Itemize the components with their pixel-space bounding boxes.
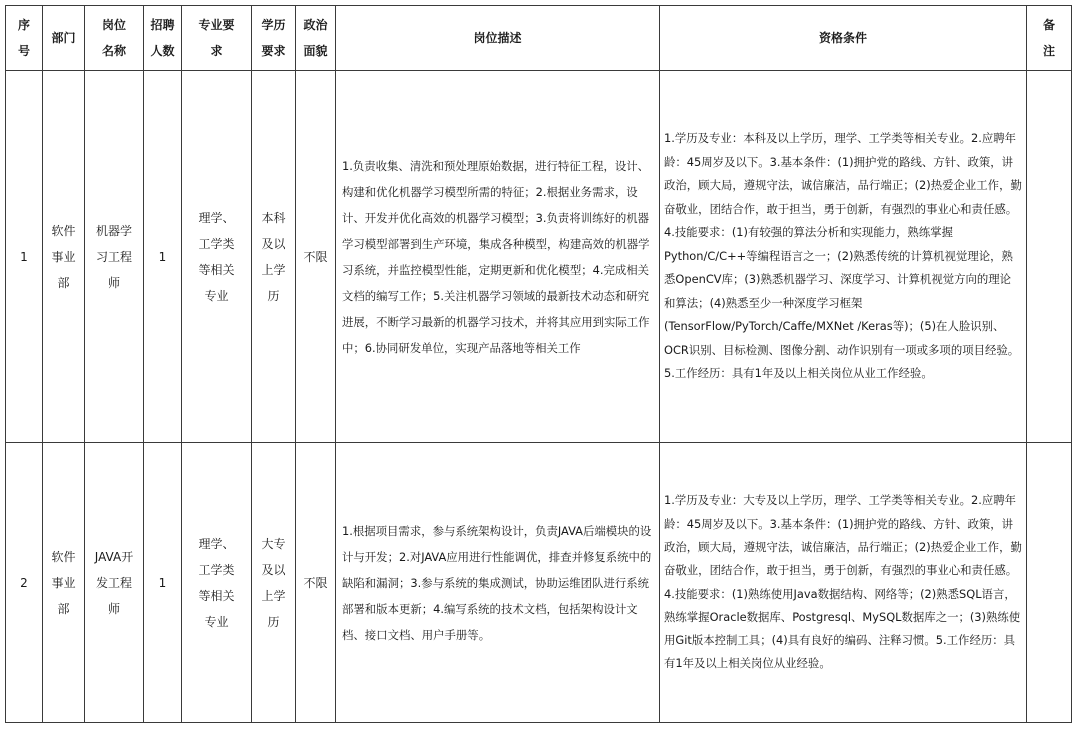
cell-description: 1.负责收集、清洗和预处理原始数据，进行特征工程，设计、构建和优化机器学习模型所需的特征；2.根据业务需求，设计、开发并优化高效的机器学习模型；3.负责将训练好的机器学习模型部署到生产环境，集成各种模型，构建高效的机器学习系统，并监控模型性能，定期更新和优化模型；4.完成相关文档的编写工作；5.关注机器学习领域的最新技术动态和研究进展，不断学习最新的机器学习技术，并将其应用到实际工作中；6.协同研发单位，实现产品落地等相关工作 — [336, 71, 660, 443]
header-desc: 岗位描述 — [336, 6, 660, 71]
cell-seq: 2 — [6, 443, 43, 723]
table-row — [6, 71, 1072, 443]
header-dept: 部门 — [43, 6, 85, 71]
cell-note — [1027, 443, 1072, 723]
cell-edu: 本科 及以 上学 历 — [252, 71, 296, 443]
header-count: 招聘 人数 — [144, 6, 182, 71]
header-note: 备 注 — [1027, 6, 1072, 71]
cell-qualifications: 1.学历及专业：大专及以上学历，理学、工学类等相关专业。2.应聘年龄：45周岁及以下。3.基本条件：(1)拥护党的路线、方针、政策，讲政治，顾大局，遵规守法，诚信廉洁，品行端正；(2)热爱企业工作，勤奋敬业，团结合作，敢于担当，勇于创新，有强烈的事业心和责任感。4.技能要求：(1)熟练使用Java数据结构、网络等；(2)熟悉SQL语言，熟练掌握Oracle数据库、Postgresql、MySQL数据库之一；(3)熟练使用Git版本控制工具；(4)具有良好的编码、注释习惯。5.工作经历：具有1年及以上相关岗位从业经验。 — [660, 443, 1027, 723]
cell-count: 1 — [144, 443, 182, 723]
cell-count: 1 — [144, 71, 182, 443]
header-edu: 学历 要求 — [252, 6, 296, 71]
cell-note — [1027, 71, 1072, 443]
header-post: 岗位 名称 — [85, 6, 144, 71]
header-qual: 资格条件 — [660, 6, 1027, 71]
cell-post: JAVA开 发工程 师 — [85, 443, 144, 723]
header-politics: 政治 面貌 — [296, 6, 336, 71]
header-major: 专业要 求 — [182, 6, 252, 71]
cell-qualifications: 1.学历及专业：本科及以上学历，理学、工学类等相关专业。2.应聘年龄：45周岁及以下。3.基本条件：(1)拥护党的路线、方针、政策，讲政治，顾大局，遵规守法，诚信廉洁，品行端正；(2)热爱企业工作，勤奋敬业，团结合作，敢于担当，勇于创新，有强烈的事业心和责任感。4.技能要求：(1)有较强的算法分析和实现能力，熟练掌握Python/C/C++等编程语言之一；(2)熟悉传统的计算机视觉理论，熟悉OpenCV库；(3)熟悉机器学习、深度学习、计算机视觉方向的理论和算法；(4)熟悉至少一种深度学习框架(TensorFlow/PyTorch/Caffe/MXNet /Keras等)；(5)在人脸识别、OCR识别、目标检测、图像分割、动作识别有一项或多项的项目经验。5.工作经历：具有1年及以上相关岗位从业工作经验。 — [660, 71, 1027, 443]
cell-dept: 软件 事业 部 — [43, 71, 85, 443]
header-seq: 序 号 — [6, 6, 43, 71]
header-row — [6, 6, 1072, 71]
cell-dept: 软件 事业 部 — [43, 443, 85, 723]
cell-seq: 1 — [6, 71, 43, 443]
cell-edu: 大专 及以 上学 历 — [252, 443, 296, 723]
cell-major: 理学、 工学类 等相关 专业 — [182, 443, 252, 723]
cell-description: 1.根据项目需求，参与系统架构设计，负责JAVA后端模块的设计与开发；2.对JAVA应用进行性能调优，排查并修复系统中的缺陷和漏洞；3.参与系统的集成测试，协助运维团队进行系统部署和版本更新；4.编写系统的技术文档，包括架构设计文档、接口文档、用户手册等。 — [336, 443, 660, 723]
cell-major: 理学、 工学类 等相关 专业 — [182, 71, 252, 443]
cell-politics: 不限 — [296, 71, 336, 443]
table-row — [6, 443, 1072, 723]
cell-politics: 不限 — [296, 443, 336, 723]
cell-post: 机器学 习工程 师 — [85, 71, 144, 443]
recruitment-table — [5, 5, 1072, 723]
